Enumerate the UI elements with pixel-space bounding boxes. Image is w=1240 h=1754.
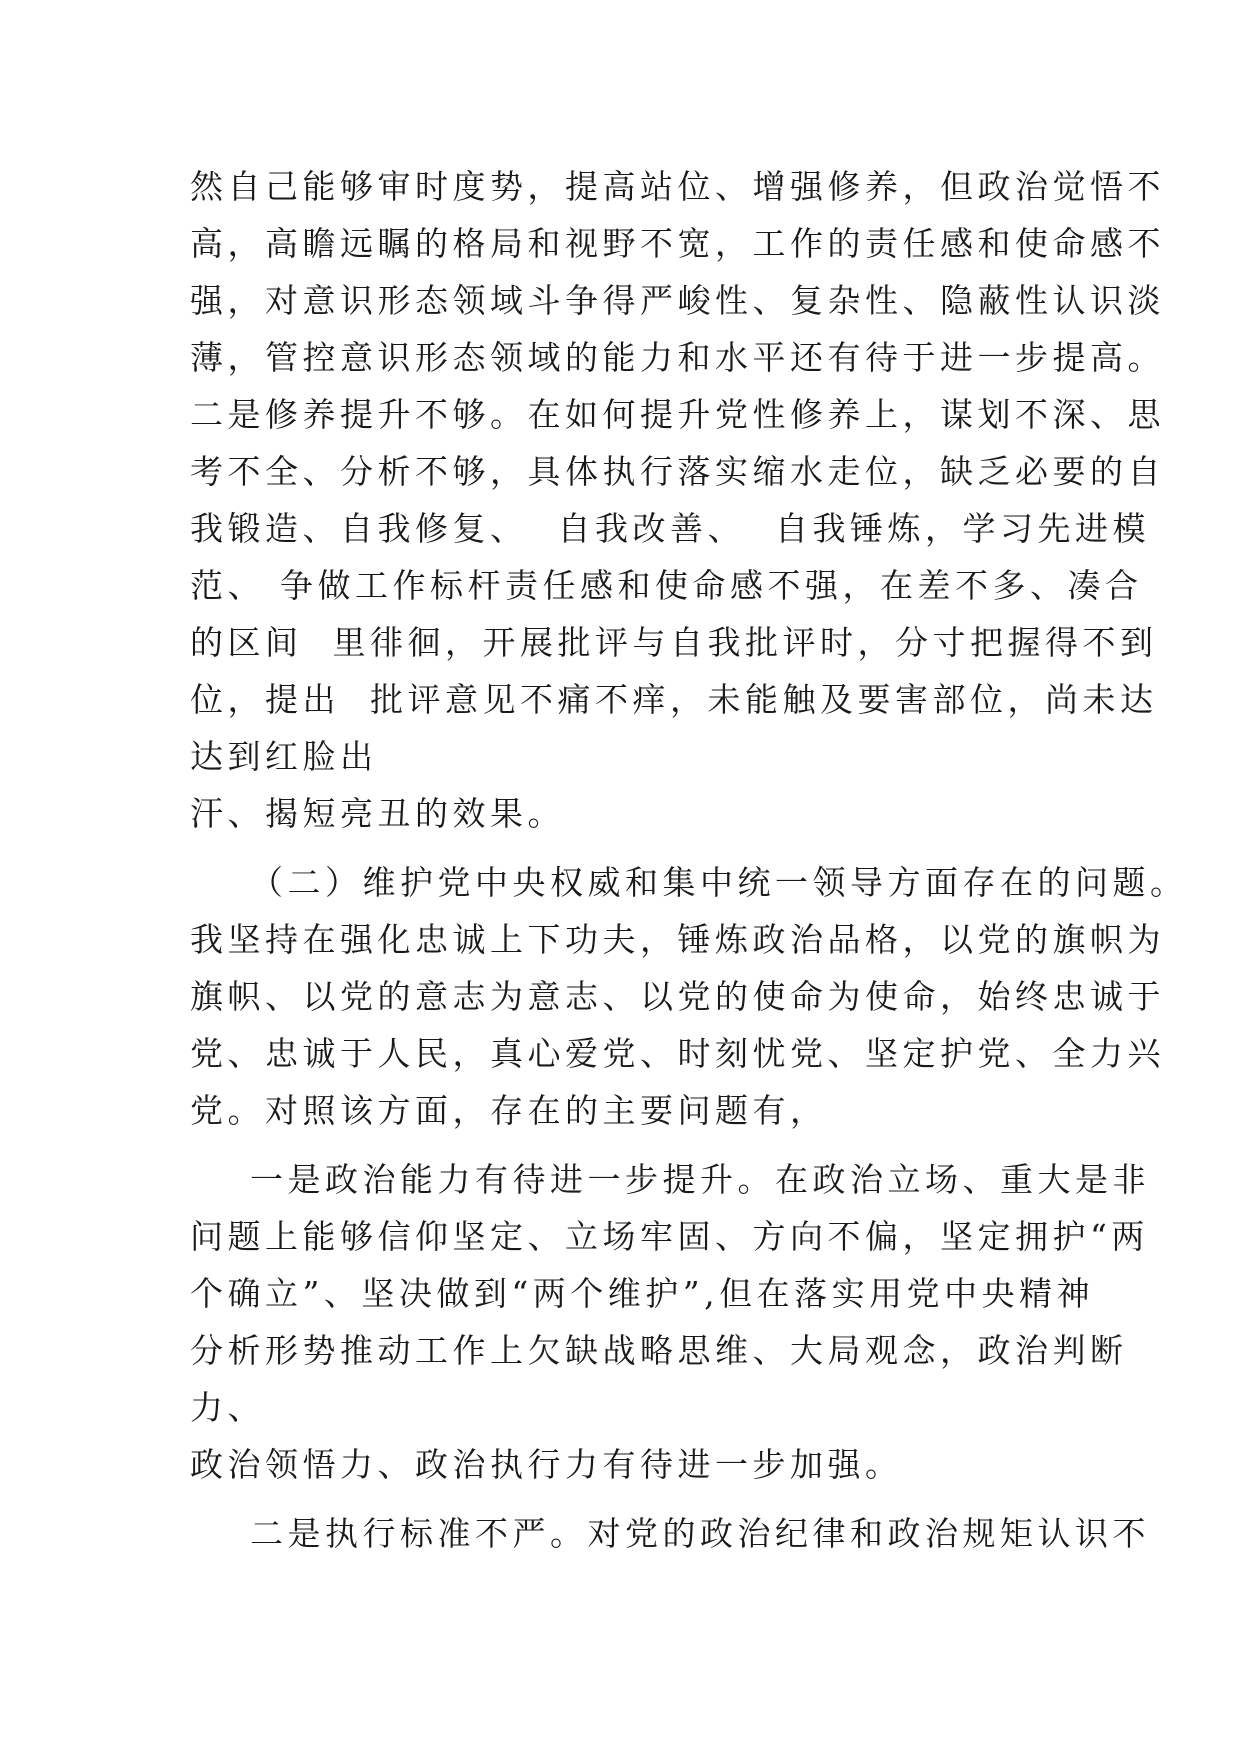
text-line: 我坚持在强化忠诚上下功夫，锤炼政治品格，以党的旗帜为 (190, 920, 1165, 959)
text-line: 达到红脸出 (190, 737, 378, 776)
text-line: 然自己能够审时度势，提高站位、增强修养，但政治觉悟不 (190, 167, 1165, 206)
text-line: 位，提出 批评意见不痛不痒，未能触及要害部位，尚未达 (190, 680, 1158, 719)
text-line: 我锻造、自我修复、 自我改善、 自我锤炼，学习先进模 (190, 509, 1150, 548)
document-body (190, 158, 1188, 1562)
text-line: 考不全、分析不够，具体执行落实缩水走位，缺乏必要的自 (190, 452, 1165, 491)
text-line: 党、忠诚于人民，真心爱党、时刻忧党、坚定护党、全力兴 (190, 1034, 1165, 1073)
text-line: 问题上能够信仰坚定、立场牢固、方向不偏，坚定拥护“两 (190, 1217, 1149, 1256)
text-line: 强，对意识形态领域斗争得严峻性、复杂性、隐蔽性认识淡 (190, 281, 1165, 320)
text-line: 的区间 里徘徊，开展批评与自我批评时，分寸把握得不到 (190, 623, 1158, 662)
text-line: 党。对照该方面，存在的主要问题有， (190, 1091, 828, 1130)
text-line: 汗、揭短亮丑的效果。 (190, 794, 565, 833)
text-line: 范、 争做工作标杆责任感和使命感不强，在差不多、凑合 (190, 566, 1143, 605)
section-heading-line: （二）维护党中央权威和集中统一领导方面存在的问题。 (190, 863, 1188, 902)
text-line: 薄，管控意识形态领域的能力和水平还有待于进一步提高。 (190, 338, 1165, 377)
text-line: 旗帜、以党的意志为意志、以党的使命为使命，始终忠诚于 (190, 977, 1165, 1016)
text-line: 二是修养提升不够。在如何提升党性修养上，谋划不深、思 (190, 395, 1165, 434)
text-line: 个确立”、坚决做到“两个维护”,但在落实用党中央精神 (190, 1274, 1095, 1313)
text-line: 一是政治能力有待进一步提升。在政治立场、重大是非 (190, 1160, 1150, 1199)
text-line: 政治领悟力、政治执行力有待进一步加强。 (190, 1445, 903, 1484)
text-line: 二是执行标准不严。对党的政治纪律和政治规矩认识不 (190, 1514, 1150, 1553)
text-line: 高，高瞻远瞩的格局和视野不宽，工作的责任感和使命感不 (190, 224, 1165, 263)
text-line: 分析形势推动工作上欠缺战略思维、大局观念，政治判断 (190, 1331, 1128, 1370)
text-line: 力、 (190, 1388, 265, 1427)
